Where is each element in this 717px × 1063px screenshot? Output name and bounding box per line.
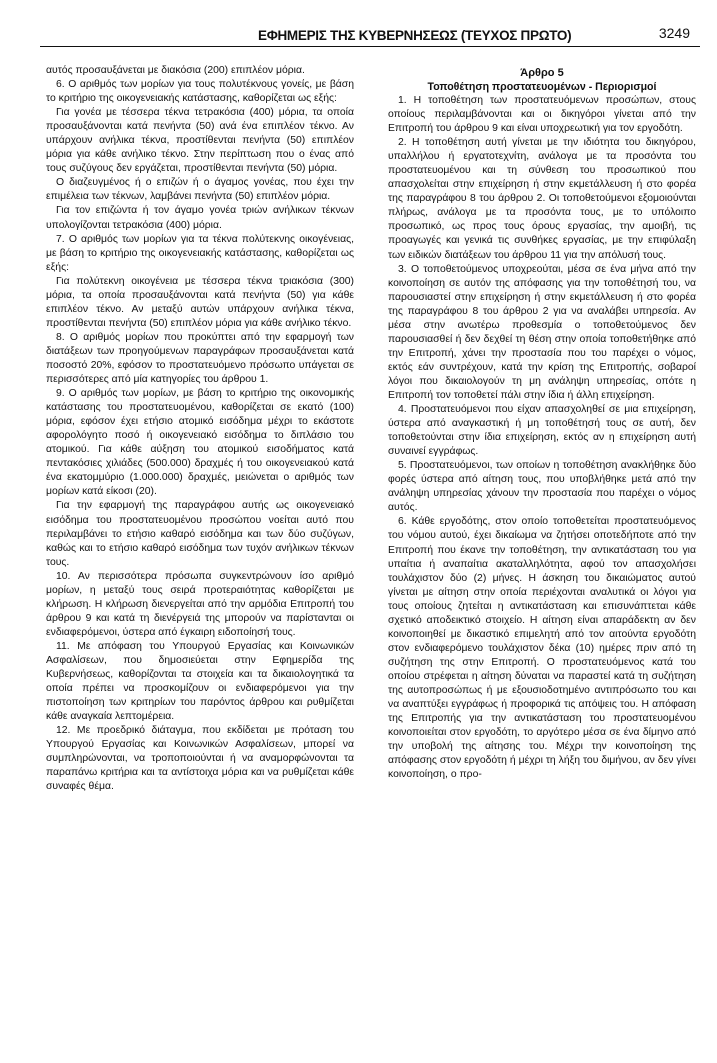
page-header: [40, 22, 700, 47]
paragraph: 12. Με προεδρικό διάταγμα, που εκδίδεται με πρόταση του Υπουργού Εργασίας και Κοινωνικών Ασφαλίσεων, μπορεί να συμπληρώνονται, να τροποποιούνται ή να αναμορφώνονται τα παραπάνω κριτήρια και τα αντίστοιχα μόρια και να ρυθμίζεται κάθε συναφές θέμα.: [46, 725, 354, 793]
paragraph: 6. Κάθε εργοδότης, στον οποίο τοποθετείται προστατευόμενος του νόμου αυτού, έχει δικαίωμα να ζητήσει οποτεδήποτε από την Επιτροπή που έκανε την τοποθέτηση, την αντικατάσταση του για υπαίτια ή αναπαίτια ακαταλληλότητα, αφού τον απασχολήσει τουλάχιστον δύο (2) μήνες. Η άσκηση του δικαιώματος αυτού γίνεται με αίτηση στην οποία περιέχονται αναλυτικά οι λόγοι για τους οποίους ζητείται η αντικατάσταση και επισυνάπτεται κάθε σχετικό αποδεικτικό στοιχείο. Η αίτηση είναι απαράδεκτη αν δεν κοινοποιηθεί με δικαστικό επιμελητή από τον αιτούντα εργοδότη στον ενδιαφερόμενο τουλάχιστον δέκα (10) ημέρες πριν από τη συζήτηση της στην Επιτροπή. Ο προστατευόμενος κατά του οποίου στρέφεται η αίτηση δύναται να παραστεί κατά τη συζήτηση της αυτοπροσώπως ή με εξουσιοδοτημένο αντιπρόσωπο του και να αναπτύξει εγγράφως ή προφορικά τις απόψεις του. Η απόφαση της Επιτροπής για την αντικατάσταση του προστατευομένου κοινοποιείται στον εργοδότη, το αργότερο μέσα σε ένα δίμηνο από την υποβολή της αίτησης του. Μέχρι την κοινοποίηση της απόφασης στον εργοδότη ή μέχρι τη λήξη του διμήνου, αν δεν γίνει κοινοποίηση, ο προ-: [388, 516, 696, 781]
paragraph: 7. Ο αριθμός των μορίων για τα τέκνα πολύτεκνης οικογένειας, με βάση το κριτήριο της οικογενειακής κατάστασης, καθορίζεται ως εξής:: [46, 233, 354, 273]
paragraph: 4. Προστατευόμενοι που είχαν απασχοληθεί σε μια επιχείρηση, ύστερα από αναγκαστική ή μη τοποθέτησή τους σε αυτή, δεν τοποθετούνται στην ίδια επιχείρηση, εκτός αν η επιχείρηση αυτή συναινεί εγγράφως.: [388, 404, 696, 458]
paragraph: 2. Η τοποθέτηση αυτή γίνεται με την ιδιότητα του δικηγόρου, υπαλλήλου ή εργατοτεχνίτη, ανάλογα με τα προσόντα του προστατευομένου και τη σύνθεση του προσωπικού που απασχολείται στην επιχείρηση ή στην εκμετάλλευση ή στο φορέα της παραγράφου 8 του άρθρου 2. Οι τοποθετούμενοι εξομοιούνται πλήρως, ανάλογα με τα προσόντα τους, με το υπόλοιπο προσωπικό, ως προς τους όρους εργασίας, την αμοιβή, τις προαγωγές και γενικά τις συνθήκες εργασίας, με την επιφύλαξη των ειδικών διατάξεων του άρθρου 11 για την απόλυσή τους.: [388, 137, 696, 261]
paragraph: 1. Η τοποθέτηση των προστατευόμενων προσώπων, στους οποίους περιλαμβάνονται και οι δικηγόροι γίνεται από την Επιτροπή του άρθρου 9 και είναι υποχρεωτική για τον εργοδότη.: [388, 95, 696, 135]
paragraph: 3. Ο τοποθετούμενος υποχρεούται, μέσα σε ένα μήνα από την κοινοποίηση σε αυτόν της απόφασης για την τοποθέτησή του, να παρουσιαστεί στην επιχείρηση ή στην εκμετάλλευση ή στο φορέα της παραγράφου 8 του άρθρου 2 για να αναλάβει υπηρεσία. Αν μέσα στην ανωτέρω προθεσμία ο τοποθετούμενος δεν παρουσιασθεί ή δεν δεχθεί τη θέση στην οποία τοποθετήθηκε από την Επιτροπή, χάνει την προστασία που του παρέχει ο νόμος, εκτός εάν συντρέχουν, κατά την κρίση της Επιτροπής, σοβαροί λόγοι που δικαιολογούν τη μη ανάληψη υπηρεσίας, οπότε η Επιτροπή τον τοποθετεί πάλι στην ίδια ή άλλη επιχείρηση.: [388, 263, 696, 401]
paragraph: 6. Ο αριθμός των μορίων για τους πολυτέκνους γονείς, με βάση το κριτήριο της οικογενειακής κατάστασης, καθορίζεται ως εξής:: [46, 79, 354, 105]
paragraph: Για γονέα με τέσσερα τέκνα τετρακόσια (400) μόρια, τα οποία προσαυξάνονται κατά πενήντα (50) ανά ένα επιπλέον τέκνο. Αν υπάρχουν ανήλικα τέκνα, προστίθενται πενήντα (50) επιπλέον μόρια για κάθε ανήλικο τέκνο. Στην περίπτωση που ο ένας από τους συζύγους δεν εργάζεται, προστίθενται πενήντα (50) μόρια.: [46, 107, 354, 175]
page-number: 3249: [658, 25, 690, 41]
right-column: [388, 66, 696, 782]
left-column: [46, 64, 354, 794]
paragraph: Ο διαζευγμένος ή ο επιζών ή ο άγαμος γονέας, που έχει την επιμέλεια των τέκνων, λαμβάνει πενήντα (50) επιπλέον μόρια.: [46, 177, 354, 203]
paragraph: Για την εφαρμογή της παραγράφου αυτής ως οικογενειακό εισόδημα του προστατευομένου προσώπου νοείται αυτό που περιλαμβάνει το ετήσιο καθαρό εισόδημα και των δύο συζύγων, καθώς και το ετήσιο καθαρό εισόδημα των τυχόν ανήλικων τέκνων τους.: [46, 500, 354, 568]
paragraph: Για πολύτεκνη οικογένεια με τέσσερα τέκνα τριακόσια (300) μόρια, τα οποία προσαυξάνονται κατά πενήντα (50) για κάθε επιπλέον τέκνο. Αν μεταξύ αυτών υπάρχουν ανήλικα τέκνα, προστίθενται πενήντα (50) επιπλέον μόρια για κάθε ανήλικο τέκνο.: [46, 275, 354, 329]
article-subtitle: Τοποθέτηση προστατευομένων - Περιορισμοί: [427, 81, 657, 93]
paragraph: 8. Ο αριθμός μορίων που προκύπτει από την εφαρμογή των διατάξεων των προηγούμενων παραγράφων προσαυξάνεται κατά ποσοστό 20%, εφόσον το προστατευόμενο πρόσωπο υπάγεται σε περισσότερες από μία κατηγορίες του άρθρου 1.: [46, 331, 354, 386]
paragraph: 10. Αν περισσότερα πρόσωπα συγκεντρώνουν ίσο αριθμό μορίων, η μεταξύ τους σειρά προτεραιότητας καθορίζεται με κλήρωση. Η κλήρωση διενεργείται από την αρμόδια Επιτροπή του άρθρου 9 και κατά τη διενέργειά της μπορούν να παρίστανται οι ενδιαφερόμενοι, ύστερα από έγκαιρη ειδοποίησή τους.: [46, 570, 354, 638]
paragraph: 5. Προστατευόμενοι, των οποίων η τοποθέτηση ανακλήθηκε δύο φορές ύστερα από αίτηση τους, που υποβλήθηκε μετά από την ανάληψη υπηρεσίας χάνουν την προστασία που παρέχει ο νόμος αυτός.: [388, 460, 696, 514]
gazette-title: ΕΦΗΜΕΡΙΣ ΤΗΣ ΚΥΒΕΡΝΗΣΕΩΣ (ΤΕΥΧΟΣ ΠΡΩΤΟ): [258, 28, 572, 43]
paragraph: 11. Με απόφαση του Υπουργού Εργασίας και Κοινωνικών Ασφαλίσεων, που δημοσιεύεται στην Εφημερίδα της Κυβερνήσεως, καθορίζονται τα στοιχεία και τα δικαιολογητικά τα οποία πρέπει να προσκομίζουν οι ενδιαφερόμενοι για την πιστοποίηση των κριτηρίων του παρόντος άρθρου και ρυθμίζεται κάθε αναγκαία λεπτομέρεια.: [46, 640, 354, 723]
paragraph: αυτός προσαυξάνεται με διακόσια (200) επιπλέον μόρια.: [46, 65, 305, 76]
paragraph: 9. Ο αριθμός των μορίων, με βάση το κριτήριο της οικονομικής κατάστασης του προστατευομένου, καθορίζεται σε εκατό (100) μόρια, εφόσον έχει ετήσιο ατομικό εισόδημα μέχρι το εκάστοτε αφορολόγητο ποσό ή οικογενειακό εισόδημα το διπλάσιο του ατομικού. Για κάθε αύξηση του ατομικού εισοδήματος κατά πεντακόσιες χιλιάδες (500.000) δραχμές ή του οικογενειακού κατά ένα εκατομμύριο (1.000.000) δραχμές, μειώνεται ο αριθμός των μορίων κατά είκοσι (20).: [46, 388, 354, 498]
article-title: Άρθρο 5: [520, 67, 564, 79]
paragraph: Για τον επιζώντα ή τον άγαμο γονέα τριών ανήλικων τέκνων υπολογίζονται τετρακόσια (400) μόρια.: [46, 205, 354, 231]
